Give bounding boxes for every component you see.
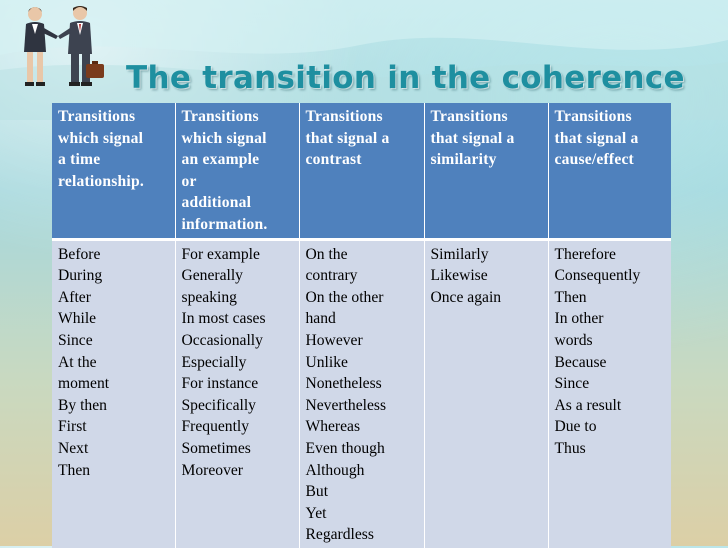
column-contrast-words [299, 239, 424, 548]
cell-text: Even though [305, 439, 385, 457]
cell-text: Unlike [305, 353, 348, 371]
cell-text: While [58, 310, 97, 328]
cell-text: that signal a [554, 129, 639, 147]
cell-text: Since [58, 331, 93, 349]
cell-text: In other [554, 310, 604, 328]
cell-text: Before [58, 245, 101, 263]
column-cause-effect-words [548, 239, 671, 548]
cell-text: Especially [181, 353, 247, 371]
cell-text: Occasionally [181, 331, 263, 349]
cell-text: that signal a [305, 129, 390, 147]
cell-text: As a result [554, 396, 622, 414]
cell-text: First [58, 418, 87, 436]
cell-text: Thus [554, 439, 586, 457]
transitions-table [52, 103, 671, 548]
header-contrast [299, 103, 424, 239]
cell-text: Yet [305, 504, 327, 522]
cell-text: an example [181, 151, 260, 169]
cell-text: additional [181, 194, 252, 212]
cell-text: Transitions [58, 108, 136, 125]
cell-text: Frequently [181, 418, 250, 436]
cell-text: Although [305, 461, 365, 479]
cell-text: In most cases [181, 310, 266, 328]
cell-text: which signal [181, 129, 267, 147]
cell-text: Whereas [305, 418, 361, 436]
column-similarity-words [424, 239, 548, 548]
header-cause-effect [548, 103, 671, 239]
header-example [175, 103, 299, 239]
cell-text: At the [58, 353, 97, 371]
cell-text: Regardless [305, 526, 374, 544]
cell-text: which signal [58, 129, 144, 147]
cell-text: Then [58, 461, 91, 479]
cell-text: moment [58, 375, 110, 393]
header-time [52, 103, 175, 239]
column-example-words [175, 239, 299, 548]
column-time-words [52, 239, 175, 548]
cell-text: For instance [181, 375, 259, 393]
cell-text: speaking [181, 288, 237, 306]
cell-text: Because [554, 353, 607, 371]
cell-text: relationship. [58, 172, 144, 190]
cell-text: Specifically [181, 396, 256, 414]
cell-text: For example [181, 245, 260, 263]
cell-text: On the other [305, 288, 384, 306]
cell-text: Next [58, 439, 89, 457]
cell-text: By then [58, 396, 107, 414]
cell-text: similarity [430, 151, 497, 169]
cell-text: Then [554, 288, 587, 306]
cell-text: Nonetheless [305, 375, 382, 393]
cell-text: Once again [430, 288, 502, 306]
cell-text: Since [554, 375, 590, 393]
cell-text: Nevertheless [305, 396, 387, 414]
cell-text: On the [305, 245, 348, 263]
cell-text: Transitions [305, 108, 383, 125]
cell-text: that signal a [430, 129, 515, 147]
business-people-handshake-icon [8, 2, 108, 90]
cell-text: During [58, 267, 103, 285]
table-header-row [52, 103, 671, 239]
cell-text: However [305, 331, 363, 349]
cell-text: Generally [181, 267, 243, 285]
cell-text: Similarly [430, 245, 489, 263]
cell-text: Due to [554, 418, 597, 436]
cell-text: Transitions [430, 108, 508, 125]
cell-text: After [58, 288, 91, 306]
cell-text: words [554, 331, 593, 349]
cell-text: cause/effect [554, 151, 634, 169]
cell-text: But [305, 483, 329, 501]
header-similarity [424, 103, 548, 239]
cell-text: information. [181, 215, 268, 233]
cell-text: Transitions [554, 108, 632, 125]
cell-text: contrast [305, 151, 362, 169]
cell-text: Sometimes [181, 439, 251, 457]
cell-text: Transitions [181, 108, 259, 125]
cell-text: a time [58, 151, 101, 169]
cell-text: Likewise [430, 267, 488, 285]
cell-text: or [181, 172, 197, 190]
cell-text: Moreover [181, 461, 243, 479]
cell-text: Consequently [554, 267, 641, 285]
slide-title: The transition in the coherence [126, 60, 685, 96]
cell-text: contrary [305, 267, 358, 285]
table-row [52, 239, 671, 548]
cell-text: hand [305, 310, 336, 328]
cell-text: Therefore [554, 245, 616, 263]
